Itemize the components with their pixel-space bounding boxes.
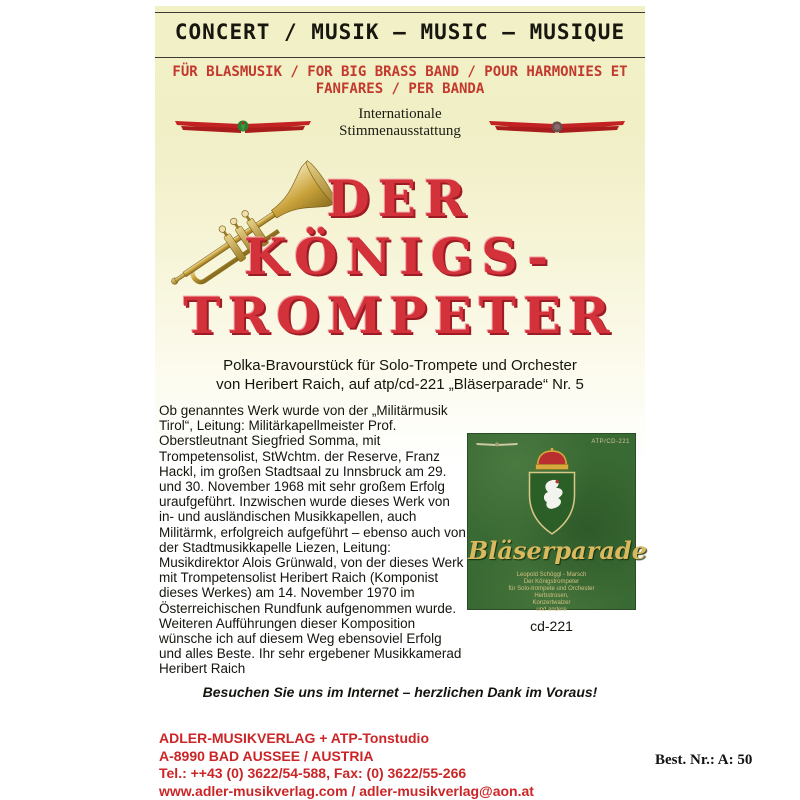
description-paragraph: Ob genanntes Werk wurde von der „Militärmusik Tirol“, Leitung: Militärkapellmeister Prof. Oberstleutnant Siegfried Somma, mit Trompetensolist, StWchtm. der Reserve, Franz Hackl, im großen Stadtsaal zu Innsbruck am 29. und 30. November 1968 mit sehr großem Erfolg uraufgeführt. Inzwischen wurde dieses Werk von in- und ausländischen Musikkapellen, auch Militärmk, erfolgreich aufgeführt – ebenso auch von der Stadtmusikkapelle Liezen, Leitung: Musikdirektor Alois Grünwald, von der dieses Werk mit Trompetensolist Heribert Raich (Komponist dieses Werkes) am 14. November 1970 im Österreichischen Rundfunk aufgenommen wurde. Weiteren Aufführungen dieser Komposition wünsche ich auf diesem Weg ebensoviel Erfolg und alles Beste. Ihr sehr ergebener Musikkamerad Heribert Raich xyxy=(159,403,466,677)
category-banner xyxy=(155,64,645,98)
cd-label-code: ATP/CD-221 xyxy=(591,439,630,445)
subtitle-line2: von Heribert Raich, auf atp/cd-221 „Bläserparade“ Nr. 5 xyxy=(216,376,584,393)
cd-cover-image xyxy=(468,434,647,613)
edition-line1: Internationale xyxy=(358,106,442,122)
cd-track-line: Der Königstrompeter xyxy=(523,579,580,585)
publisher-web-email: www.adler-musikverlag.com / adler-musikverlag@aon.at xyxy=(159,782,534,799)
catalog-sheet xyxy=(155,6,645,800)
banner-title: CONCERT / MUSIK – MUSIC – MUSIQUE xyxy=(174,20,626,44)
order-number: Best. Nr.: A: 50 xyxy=(655,752,753,768)
publisher-name: ADLER-MUSIKVERLAG + ATP-Tonstudio xyxy=(159,730,429,746)
publisher-phone-fax: Tel.: ++43 (0) 3622/54-588, Fax: (0) 3622/55-266 xyxy=(159,765,467,781)
subtitle-line1: Polka-Bravourstück für Solo-Trompete und Orchester xyxy=(223,357,577,374)
banner-underline-rule xyxy=(155,57,645,58)
internet-note: Besuchen Sie uns im Internet – herzlichen Dank im Voraus! xyxy=(202,684,598,700)
main-title-line3: TROMPETER xyxy=(183,286,617,345)
category-banner-line2: FANFARES / PER BANDA xyxy=(315,81,485,97)
top-rule xyxy=(155,12,645,13)
cd-wings-icon xyxy=(475,441,519,449)
adler-wings-icon-right xyxy=(487,116,627,142)
cd-track-list xyxy=(468,572,635,614)
cd-track-line: Herbstrosen, xyxy=(534,593,569,599)
category-banner-line1: FÜR BLASMUSIK / FOR BIG BRASS BAND / POUR HARMONIES ET xyxy=(172,64,628,80)
cd-caption: cd-221 xyxy=(530,618,573,634)
cd-track-line: Leopold Schöggl - Marsch xyxy=(516,572,587,578)
edition-row xyxy=(155,104,645,148)
subtitle xyxy=(155,356,645,394)
main-title-line2: KÖNIGS- xyxy=(243,227,557,286)
cd-album-title: Bläserparade xyxy=(468,536,647,565)
edition-line2: Stimmenausstattung xyxy=(339,123,461,139)
styria-coat-of-arms xyxy=(519,448,585,540)
publisher-address: A-8990 BAD AUSSEE / AUSTRIA xyxy=(159,747,374,764)
title-block xyxy=(155,158,645,358)
cd-track-line: und andere xyxy=(536,607,567,613)
cd-track-line: Konzertwalzer xyxy=(532,600,571,606)
main-title-line1: DER xyxy=(326,169,474,228)
publisher-footer xyxy=(159,730,534,800)
cd-track-line: für Solo-trompete und Orchester xyxy=(508,586,595,592)
